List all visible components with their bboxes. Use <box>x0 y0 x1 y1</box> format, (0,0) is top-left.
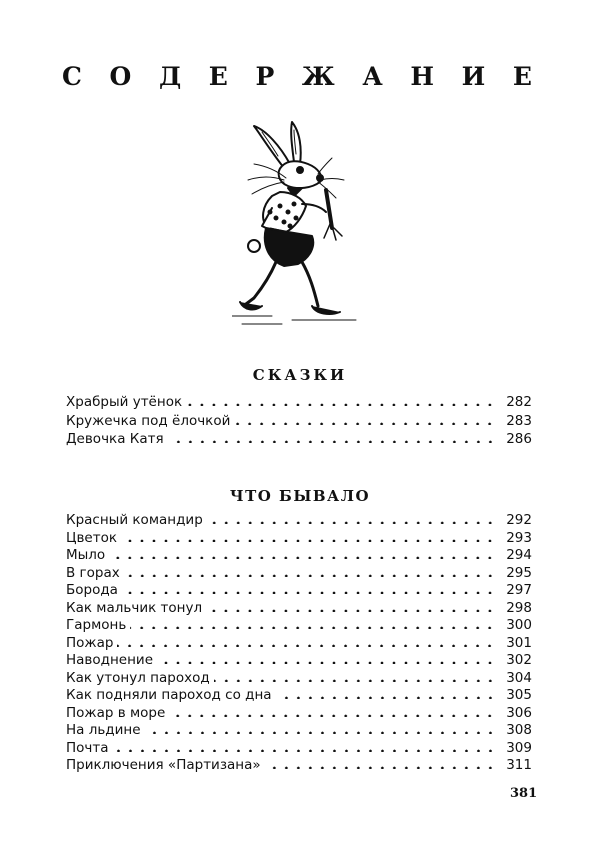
dot-leader <box>214 668 496 682</box>
toc-entry-title: Пожар в море <box>66 704 166 721</box>
toc-entry-page: 293 <box>506 529 532 546</box>
dot-leader <box>186 392 496 406</box>
section-heading: ЧТО БЫВАЛО <box>229 487 371 505</box>
dot-leader <box>145 720 496 734</box>
toc-entry-page: 283 <box>506 412 532 429</box>
title-letter: С <box>62 62 82 91</box>
title-letter: О <box>109 62 132 91</box>
toc-entry[interactable] <box>66 563 532 581</box>
toc-entry-title: Пожар <box>66 634 114 651</box>
title-letter: Ж <box>301 62 335 91</box>
dot-leader <box>157 650 496 664</box>
toc-entry-title: Кружечка под ёлочкой <box>66 412 231 429</box>
toc-entry-title: Почта <box>66 739 109 756</box>
toc-entry[interactable] <box>66 429 532 448</box>
dot-leader <box>113 738 496 752</box>
toc-entry-title: Храбрый утёнок <box>66 394 183 410</box>
toc-entry-page: 308 <box>506 722 532 738</box>
dot-leader <box>206 598 496 612</box>
dot-leader <box>122 580 496 594</box>
toc-entry-page: 311 <box>506 757 532 773</box>
toc-entry-page: 297 <box>506 582 532 598</box>
page-number: 381 <box>510 786 538 801</box>
dot-leader <box>276 685 496 699</box>
toc-entry-title: Как мальчик тонул <box>66 599 203 616</box>
toc-entry-title: На льдине <box>66 722 141 738</box>
dot-leader <box>130 615 496 629</box>
toc-entry[interactable] <box>66 668 532 686</box>
toc-entry-page: 304 <box>506 669 532 686</box>
toc-entry-page: 294 <box>506 547 532 563</box>
title-letter: Е <box>512 62 532 91</box>
toc-entry[interactable] <box>66 738 532 756</box>
section-heading: СКАЗКИ <box>252 366 348 384</box>
dot-leader <box>234 411 496 425</box>
toc-entry-page: 302 <box>506 652 532 668</box>
toc-entry[interactable] <box>66 510 532 528</box>
toc-entry[interactable] <box>66 528 532 546</box>
toc-entry[interactable] <box>66 598 532 616</box>
toc-entry-title: В горах <box>66 564 120 581</box>
dot-leader <box>207 510 496 524</box>
toc-entry-title: Цветок <box>66 529 118 546</box>
dot-leader <box>121 528 496 542</box>
toc-entry-title: Гармонь <box>66 617 127 633</box>
toc-entry-page: 306 <box>506 704 532 721</box>
toc-entry-title: Наводнение <box>66 652 154 668</box>
title-letter: Д <box>158 62 182 91</box>
toc-entry[interactable] <box>66 703 532 721</box>
dot-leader <box>169 703 496 717</box>
toc-entry-page: 301 <box>506 634 532 651</box>
title-letter: И <box>461 62 486 91</box>
dot-leader <box>109 545 496 559</box>
toc-entry[interactable] <box>66 633 532 651</box>
toc-entry[interactable] <box>66 685 532 703</box>
toc-entry-page: 309 <box>506 739 532 756</box>
toc-entry[interactable] <box>66 392 532 411</box>
toc-entry-title: Как утонул пароход <box>66 669 210 686</box>
toc-entry-page: 295 <box>506 564 532 581</box>
toc-entry-page: 286 <box>506 431 532 447</box>
title-letter: Н <box>410 62 434 91</box>
toc-entry-page: 298 <box>506 599 532 616</box>
toc-entry-page: 300 <box>506 617 532 633</box>
toc-list <box>66 510 532 773</box>
toc-entry-title: Борода <box>66 582 118 598</box>
toc-entry-title: Мыло <box>66 547 106 563</box>
toc-entry[interactable] <box>66 411 532 430</box>
title-letter: Р <box>255 62 275 91</box>
toc-entry-page: 282 <box>506 394 532 410</box>
toc-entry[interactable] <box>66 650 532 668</box>
toc-entry-title: Красный командир <box>66 512 203 528</box>
title-letter: А <box>362 62 383 91</box>
toc-entry[interactable] <box>66 615 532 633</box>
rabbit-with-carrot-illustration <box>232 120 360 330</box>
toc-list <box>66 392 532 448</box>
title-letter: Е <box>208 62 228 91</box>
dot-leader <box>124 563 496 577</box>
toc-entry[interactable] <box>66 545 532 563</box>
toc-entry-title: Приключения «Партизана» <box>66 757 261 773</box>
toc-entry-page: 292 <box>506 512 532 528</box>
toc-entry[interactable] <box>66 755 532 773</box>
toc-entry-page: 305 <box>506 687 532 703</box>
toc-entry-title: Девочка Катя <box>66 431 164 447</box>
toc-entry[interactable] <box>66 580 532 598</box>
dot-leader <box>117 633 496 647</box>
page-title <box>62 62 532 92</box>
toc-entry[interactable] <box>66 720 532 738</box>
toc-entry-title: Как подняли пароход со дна <box>66 687 272 703</box>
dot-leader <box>168 429 496 443</box>
dot-leader <box>265 755 496 769</box>
